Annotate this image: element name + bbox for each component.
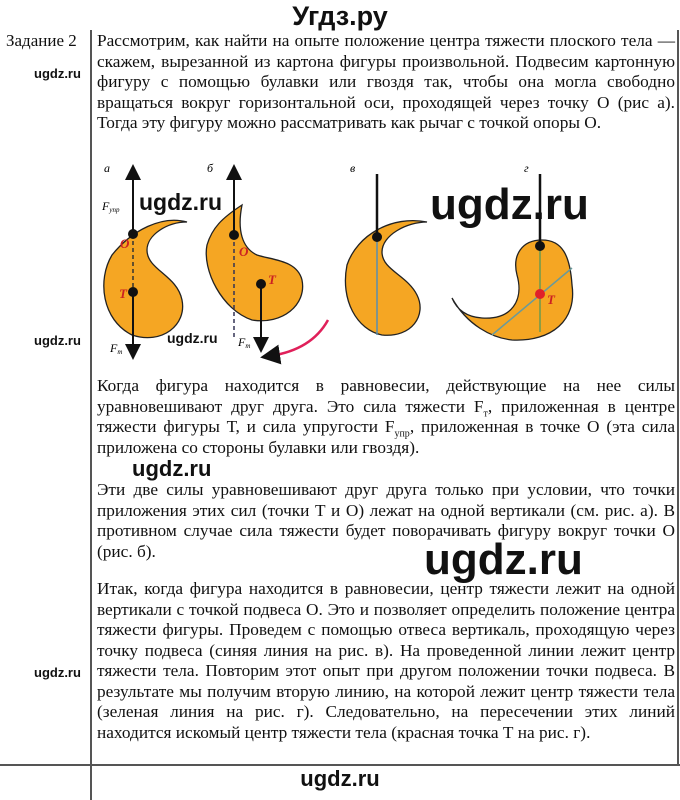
svg-text:б: б — [207, 161, 214, 175]
site-title: Угдз.ру — [292, 1, 388, 31]
panel-b — [206, 161, 328, 356]
paragraph-method: Итак, когда фигура находится в равновесии, центр тяжести лежит на одной вертикали с точкой подвеса О. Это и позволяет определить положение центра тяжести фигуры. Проведем с помощью отвеса вертикаль, проходящую через точку подвеса (синяя линия на рис. в). На проведенной линии лежит центр тяжести тела. Повторим этот опыт при другом положении точки подвеса. В результате мы получим вторую линию, на которой лежит центр тяжести тела (зеленая линия на рис. г). Следовательно, на пересечении этих линий находится искомый центр тяжести тела (красная точка Т на рис. г). — [97, 579, 675, 742]
svg-text:Fт: Fт — [238, 335, 251, 350]
svg-text:O: O — [120, 236, 130, 251]
svg-text:г: г — [524, 161, 529, 175]
watermark: ugdz.ru — [139, 189, 223, 215]
paragraph-intro: Рассмотрим, как найти на опыте положение центра тяжести плоского тела — скажем, вырезанной из картона фигуры произвольной. Подвесим картонную фигуру с помощью булавки или гвоздя так, чтобы она могла свободно вращаться вокруг горизонтальной оси, проходящей через точку О (рис а). Тогда эту фигуру можно рассматривать как рычаг с точкой опоры О. — [97, 31, 675, 132]
column-divider — [90, 30, 92, 800]
svg-text:T: T — [119, 286, 127, 301]
paragraph-condition: Эти две силы уравновешивают друг друга только при условии, что точки приложения этих сил (точки Т и О) лежат на одной вертикали (см. рис. а). В противном случае сила тяжести будет поворачивать фигуру вокруг точки О (рис. б). — [97, 480, 675, 561]
watermark: ugdz.ru — [34, 665, 81, 680]
svg-text:а: а — [104, 161, 110, 175]
watermark: ugdz.ru — [34, 66, 81, 81]
watermark: ugdz.ru — [34, 333, 81, 348]
table-right-border — [677, 30, 679, 766]
svg-text:T: T — [547, 292, 555, 307]
panel-c — [345, 161, 427, 335]
paragraph-equilibrium: Когда фигура находится в равновесии, действующие на нее силы уравновешивают друг друга. Это сила тяжести $F_т$, приложенная в центре тяжести фигуры Т, и сила упругости $F_{упр}$, приложенная в точке О (эта сила приложена со стороны булавки или гвоздя). — [97, 376, 676, 457]
watermark: ugdz.ru — [132, 456, 212, 481]
watermark: ugdz.ru — [430, 180, 589, 229]
watermark: ugdz.ru — [167, 330, 218, 346]
svg-text:Fупр: Fупр — [102, 199, 120, 214]
svg-text:Fт: Fт — [110, 341, 123, 356]
watermark: ugdz.ru — [424, 535, 583, 584]
svg-text:в: в — [350, 161, 356, 175]
task-label: Задание 2 — [6, 31, 77, 50]
svg-text:T: T — [268, 272, 276, 287]
figure-center-of-gravity — [92, 160, 612, 370]
footer-watermark: ugdz.ru — [300, 766, 380, 791]
svg-text:O: O — [239, 244, 249, 259]
